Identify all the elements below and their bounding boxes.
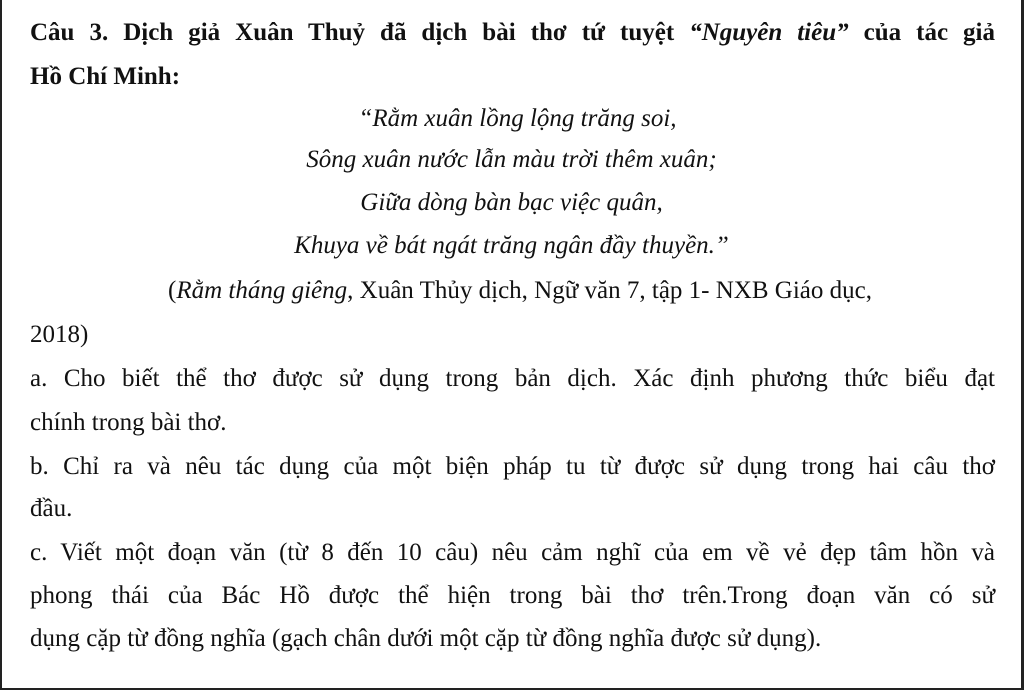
- question-title-suffix: của tác giả: [848, 19, 996, 46]
- task-c-line1: c. Viết một đoạn văn (từ 8 đến 10 câu) nêu cảm nghĩ của em về vẻ đẹp tâm hồn và: [30, 539, 995, 566]
- poem-line-2: Sông xuân nước lẫn màu trời thêm xuân;: [306, 146, 717, 173]
- source-title: Rằm tháng giêng: [176, 277, 348, 304]
- task-a-line2: chính trong bài thơ.: [30, 409, 227, 436]
- source-details: , Xuân Thủy dịch, Ngữ văn 7, tập 1- NXB Giáo dục,: [347, 277, 872, 304]
- source-citation-line1: [168, 276, 995, 306]
- question-title-prefix: Câu 3. Dịch giả Xuân Thuỷ đã dịch bài thơ tứ tuyệt: [30, 19, 690, 46]
- source-open-paren: (: [168, 277, 177, 304]
- poem-line-1: “Rằm xuân lồng lộng trăng soi,: [358, 105, 677, 132]
- question-title-line1: [30, 18, 995, 48]
- source-citation-line2: 2018): [30, 321, 89, 348]
- question-title-line2: Hồ Chí Minh:: [30, 63, 181, 90]
- task-a-line1: a. Cho biết thể thơ được sử dụng trong bản dịch. Xác định phương thức biểu đạt: [30, 365, 995, 392]
- task-b-line2: đầu.: [30, 495, 73, 522]
- task-c-line2: phong thái của Bác Hồ được thể hiện trong bài thơ trên.Trong đoạn văn có sử: [30, 582, 995, 609]
- task-b-line1: b. Chỉ ra và nêu tác dụng của một biện pháp tu từ được sử dụng trong hai câu thơ: [30, 453, 995, 480]
- poem-line-4: Khuya về bát ngát trăng ngân đầy thuyền.”: [294, 232, 729, 259]
- poem-line-3: Giữa dòng bàn bạc việc quân,: [360, 189, 663, 216]
- poem-name: “Nguyên tiêu”: [689, 19, 849, 46]
- task-c-line3: dụng cặp từ đồng nghĩa (gạch chân dưới một cặp từ đồng nghĩa được sử dụng).: [30, 625, 822, 652]
